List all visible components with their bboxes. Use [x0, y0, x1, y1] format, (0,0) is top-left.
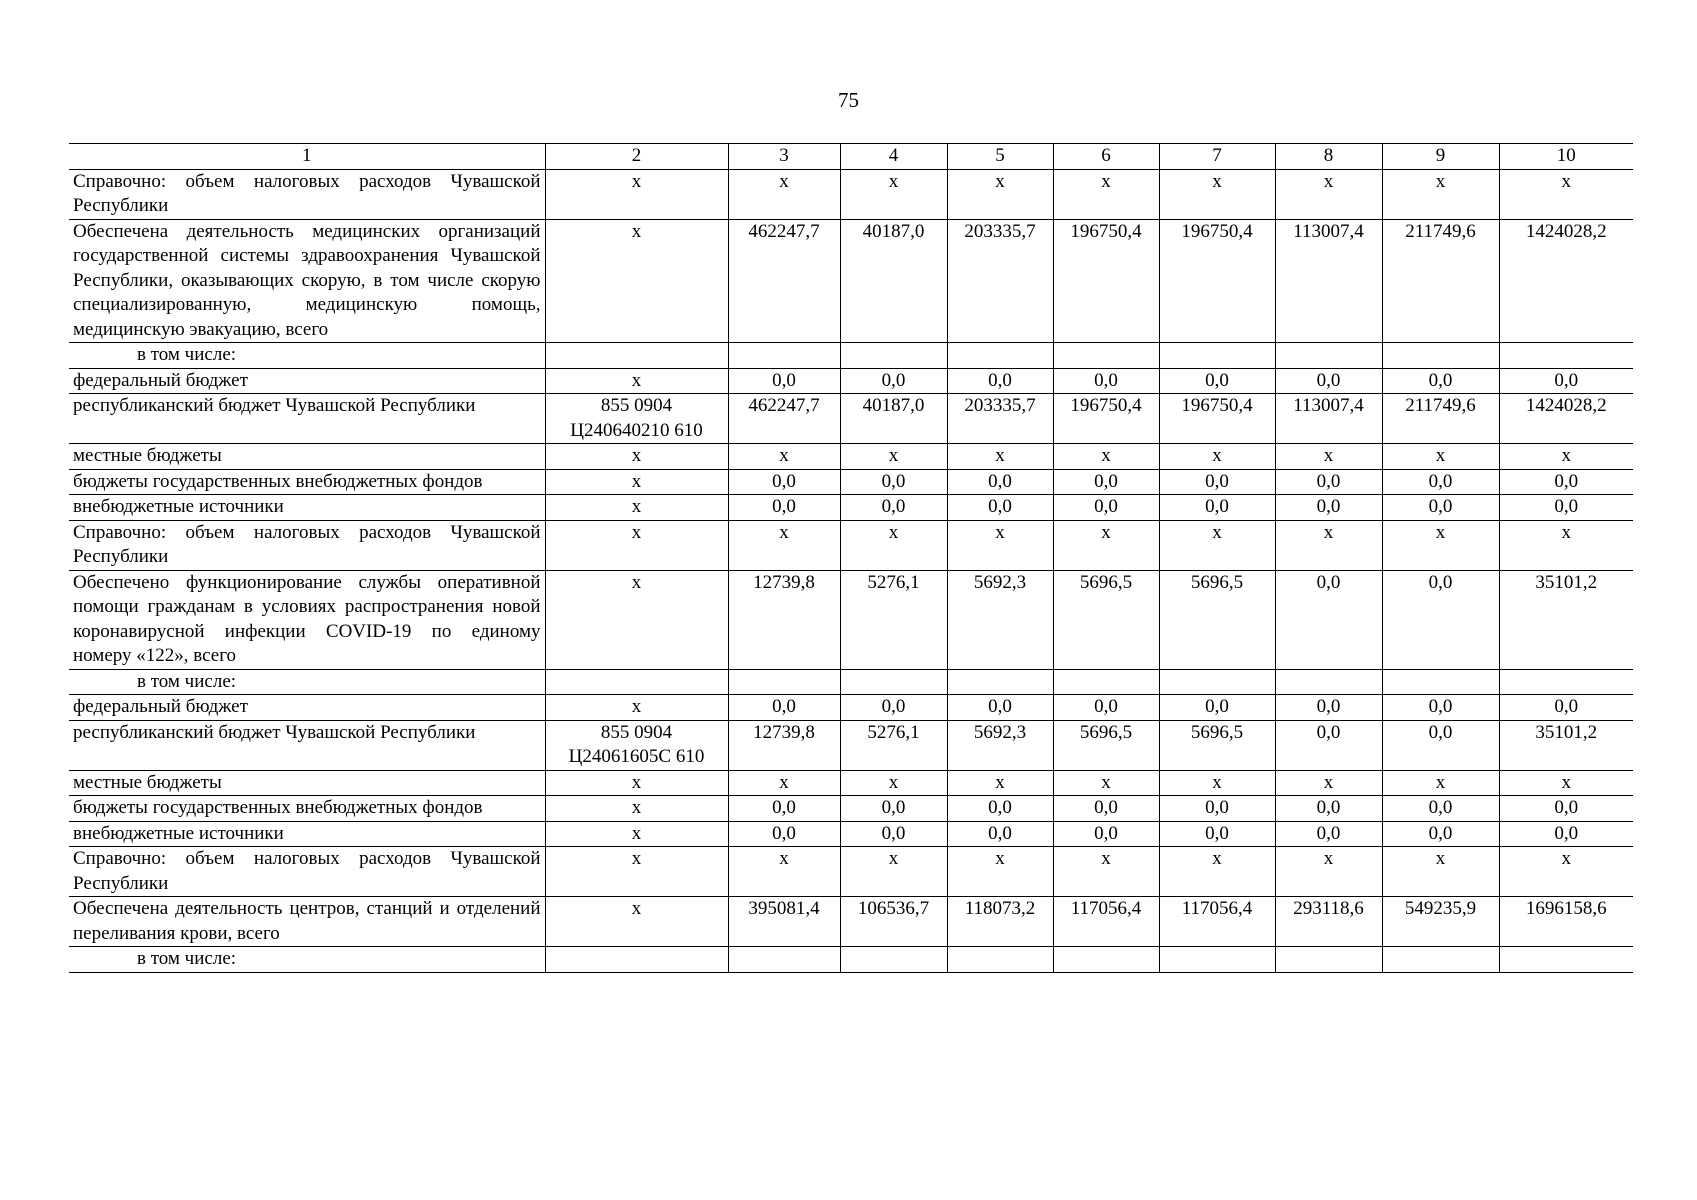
table-row	[69, 219, 1633, 343]
row-label: федеральный бюджет	[69, 695, 545, 721]
table-row	[69, 947, 1633, 973]
value-cell-col-7: 0,0	[1159, 821, 1275, 847]
row-label: Справочно: объем налоговых расходов Чувашской Республики	[69, 169, 545, 219]
value-cell-col-7	[1159, 669, 1275, 695]
value-cell-col-6: 0,0	[1053, 695, 1159, 721]
value-cell-col-8: 113007,4	[1275, 219, 1382, 343]
value-cell-col-6: 0,0	[1053, 368, 1159, 394]
budget-code-cell: х	[545, 821, 728, 847]
value-cell-col-8: х	[1275, 847, 1382, 897]
row-label: в том числе:	[69, 343, 545, 369]
value-cell-col-6: 5696,5	[1053, 720, 1159, 770]
row-label: бюджеты государственных внебюджетных фондов	[69, 469, 545, 495]
table-row	[69, 520, 1633, 570]
value-cell-col-5: 203335,7	[947, 394, 1053, 444]
value-cell-col-7: 196750,4	[1159, 394, 1275, 444]
table-row	[69, 897, 1633, 947]
value-cell-col-6: 5696,5	[1053, 570, 1159, 669]
value-cell-col-4: 5276,1	[840, 720, 947, 770]
value-cell-col-4: х	[840, 847, 947, 897]
value-cell-col-7: 0,0	[1159, 695, 1275, 721]
column-header-9: 9	[1382, 144, 1499, 170]
budget-code-cell	[545, 343, 728, 369]
value-cell-col-3: х	[728, 444, 840, 470]
value-cell-col-3: 462247,7	[728, 394, 840, 444]
value-cell-col-10: х	[1499, 770, 1633, 796]
value-cell-col-7: 117056,4	[1159, 897, 1275, 947]
value-cell-col-4	[840, 669, 947, 695]
value-cell-col-7: х	[1159, 770, 1275, 796]
value-cell-col-6: х	[1053, 444, 1159, 470]
value-cell-col-9: 549235,9	[1382, 897, 1499, 947]
row-label: внебюджетные источники	[69, 495, 545, 521]
value-cell-col-5: 118073,2	[947, 897, 1053, 947]
value-cell-col-4: 0,0	[840, 368, 947, 394]
value-cell-col-8: х	[1275, 169, 1382, 219]
table-row	[69, 394, 1633, 444]
value-cell-col-4	[840, 947, 947, 973]
value-cell-col-6: х	[1053, 770, 1159, 796]
budget-code-cell: х	[545, 695, 728, 721]
value-cell-col-4: х	[840, 770, 947, 796]
value-cell-col-5: х	[947, 847, 1053, 897]
table-row	[69, 669, 1633, 695]
value-cell-col-7: 196750,4	[1159, 219, 1275, 343]
budget-code-cell: 855 0904 Ц240640210 610	[545, 394, 728, 444]
value-cell-col-8	[1275, 343, 1382, 369]
value-cell-col-5: х	[947, 520, 1053, 570]
value-cell-col-9: 211749,6	[1382, 219, 1499, 343]
value-cell-col-3: х	[728, 169, 840, 219]
value-cell-col-7: х	[1159, 169, 1275, 219]
value-cell-col-4: х	[840, 520, 947, 570]
value-cell-col-9: 0,0	[1382, 720, 1499, 770]
value-cell-col-7	[1159, 343, 1275, 369]
value-cell-col-5: х	[947, 169, 1053, 219]
value-cell-col-9: 0,0	[1382, 695, 1499, 721]
value-cell-col-3: х	[728, 770, 840, 796]
value-cell-col-7: х	[1159, 847, 1275, 897]
value-cell-col-4: х	[840, 169, 947, 219]
value-cell-col-9: 0,0	[1382, 495, 1499, 521]
row-label: в том числе:	[69, 669, 545, 695]
value-cell-col-5: 0,0	[947, 469, 1053, 495]
value-cell-col-3: 12739,8	[728, 570, 840, 669]
value-cell-col-5	[947, 669, 1053, 695]
value-cell-col-4: 0,0	[840, 469, 947, 495]
value-cell-col-6	[1053, 343, 1159, 369]
value-cell-col-10: 0,0	[1499, 368, 1633, 394]
value-cell-col-10: х	[1499, 444, 1633, 470]
value-cell-col-3: 395081,4	[728, 897, 840, 947]
value-cell-col-9: х	[1382, 169, 1499, 219]
value-cell-col-8: 0,0	[1275, 821, 1382, 847]
table-header	[69, 144, 1633, 170]
value-cell-col-10: 0,0	[1499, 796, 1633, 822]
value-cell-col-9: 0,0	[1382, 368, 1499, 394]
value-cell-col-7: 0,0	[1159, 469, 1275, 495]
value-cell-col-4: 0,0	[840, 821, 947, 847]
row-label: в том числе:	[69, 947, 545, 973]
value-cell-col-3	[728, 947, 840, 973]
budget-code-cell: х	[545, 770, 728, 796]
budget-code-cell: х	[545, 495, 728, 521]
value-cell-col-9: 0,0	[1382, 469, 1499, 495]
column-header-1: 1	[69, 144, 545, 170]
value-cell-col-9	[1382, 947, 1499, 973]
value-cell-col-3: 0,0	[728, 695, 840, 721]
value-cell-col-9: 211749,6	[1382, 394, 1499, 444]
value-cell-col-3: 0,0	[728, 796, 840, 822]
column-header-6: 6	[1053, 144, 1159, 170]
value-cell-col-7: 0,0	[1159, 495, 1275, 521]
value-cell-col-4: х	[840, 444, 947, 470]
column-header-8: 8	[1275, 144, 1382, 170]
value-cell-col-6	[1053, 669, 1159, 695]
value-cell-col-5: х	[947, 770, 1053, 796]
value-cell-col-9: х	[1382, 520, 1499, 570]
row-label: Справочно: объем налоговых расходов Чувашской Республики	[69, 847, 545, 897]
value-cell-col-9	[1382, 343, 1499, 369]
value-cell-col-5: х	[947, 444, 1053, 470]
value-cell-col-8: х	[1275, 520, 1382, 570]
budget-code-cell: х	[545, 469, 728, 495]
value-cell-col-6: х	[1053, 520, 1159, 570]
value-cell-col-4: 0,0	[840, 495, 947, 521]
value-cell-col-10: 35101,2	[1499, 720, 1633, 770]
table-row	[69, 368, 1633, 394]
value-cell-col-10: х	[1499, 847, 1633, 897]
row-label: республиканский бюджет Чувашской Республики	[69, 394, 545, 444]
table-row	[69, 570, 1633, 669]
value-cell-col-9	[1382, 669, 1499, 695]
column-header-3: 3	[728, 144, 840, 170]
value-cell-col-4: 5276,1	[840, 570, 947, 669]
page-number: 75	[838, 88, 859, 112]
table-row	[69, 796, 1633, 822]
value-cell-col-10: 1696158,6	[1499, 897, 1633, 947]
value-cell-col-8: 0,0	[1275, 495, 1382, 521]
value-cell-col-3	[728, 343, 840, 369]
value-cell-col-10	[1499, 669, 1633, 695]
value-cell-col-8: 0,0	[1275, 720, 1382, 770]
value-cell-col-3	[728, 669, 840, 695]
table-row	[69, 770, 1633, 796]
budget-code-cell: х	[545, 219, 728, 343]
value-cell-col-9: 0,0	[1382, 796, 1499, 822]
value-cell-col-5: 0,0	[947, 821, 1053, 847]
row-label: местные бюджеты	[69, 770, 545, 796]
value-cell-col-4: 40187,0	[840, 219, 947, 343]
table-row	[69, 720, 1633, 770]
value-cell-col-6: х	[1053, 169, 1159, 219]
value-cell-col-6: 0,0	[1053, 469, 1159, 495]
row-label: федеральный бюджет	[69, 368, 545, 394]
value-cell-col-5: 0,0	[947, 695, 1053, 721]
table-body	[69, 169, 1633, 972]
table-row	[69, 821, 1633, 847]
budget-code-cell: х	[545, 444, 728, 470]
budget-code-cell	[545, 669, 728, 695]
column-header-5: 5	[947, 144, 1053, 170]
value-cell-col-6: 117056,4	[1053, 897, 1159, 947]
value-cell-col-7	[1159, 947, 1275, 973]
value-cell-col-7: х	[1159, 520, 1275, 570]
value-cell-col-4: 106536,7	[840, 897, 947, 947]
row-label: бюджеты государственных внебюджетных фондов	[69, 796, 545, 822]
value-cell-col-10: 35101,2	[1499, 570, 1633, 669]
value-cell-col-7: 0,0	[1159, 796, 1275, 822]
row-label: Обеспечена деятельность медицинских организаций государственной системы здравоохранения Чувашской Республики, оказывающих скорую, в том числе скорую специализированную, медицинскую помощь, медицинскую эвакуацию, всего	[69, 219, 545, 343]
value-cell-col-3: х	[728, 847, 840, 897]
value-cell-col-9: х	[1382, 444, 1499, 470]
value-cell-col-10: 0,0	[1499, 821, 1633, 847]
value-cell-col-9: 0,0	[1382, 570, 1499, 669]
budget-code-cell: х	[545, 570, 728, 669]
value-cell-col-8: 293118,6	[1275, 897, 1382, 947]
value-cell-col-4: 0,0	[840, 695, 947, 721]
row-label: Обеспечено функционирование службы оперативной помощи гражданам в условиях распространения новой коронавирусной инфекции COVID-19 по единому номеру «122», всего	[69, 570, 545, 669]
value-cell-col-8: х	[1275, 444, 1382, 470]
value-cell-col-10: 0,0	[1499, 695, 1633, 721]
value-cell-col-8	[1275, 669, 1382, 695]
budget-code-cell: х	[545, 520, 728, 570]
row-label: Справочно: объем налоговых расходов Чувашской Республики	[69, 520, 545, 570]
column-header-2: 2	[545, 144, 728, 170]
row-label: Обеспечена деятельность центров, станций и отделений переливания крови, всего	[69, 897, 545, 947]
budget-code-cell: х	[545, 368, 728, 394]
value-cell-col-10	[1499, 343, 1633, 369]
value-cell-col-7: х	[1159, 444, 1275, 470]
table-row	[69, 847, 1633, 897]
value-cell-col-10: 0,0	[1499, 495, 1633, 521]
value-cell-col-10: 1424028,2	[1499, 394, 1633, 444]
value-cell-col-4: 40187,0	[840, 394, 947, 444]
row-label: местные бюджеты	[69, 444, 545, 470]
value-cell-col-3: х	[728, 520, 840, 570]
value-cell-col-6: 0,0	[1053, 796, 1159, 822]
value-cell-col-5: 203335,7	[947, 219, 1053, 343]
value-cell-col-7: 0,0	[1159, 368, 1275, 394]
value-cell-col-3: 0,0	[728, 368, 840, 394]
value-cell-col-3: 0,0	[728, 495, 840, 521]
value-cell-col-8	[1275, 947, 1382, 973]
value-cell-col-8: х	[1275, 770, 1382, 796]
value-cell-col-5: 5692,3	[947, 720, 1053, 770]
column-header-7: 7	[1159, 144, 1275, 170]
column-header-10: 10	[1499, 144, 1633, 170]
table-row	[69, 469, 1633, 495]
value-cell-col-5	[947, 343, 1053, 369]
value-cell-col-10: 1424028,2	[1499, 219, 1633, 343]
budget-table	[69, 143, 1633, 973]
header-row	[69, 144, 1633, 170]
value-cell-col-8: 113007,4	[1275, 394, 1382, 444]
column-header-4: 4	[840, 144, 947, 170]
value-cell-col-8: 0,0	[1275, 570, 1382, 669]
value-cell-col-10: х	[1499, 169, 1633, 219]
value-cell-col-4: 0,0	[840, 796, 947, 822]
budget-code-cell: 855 0904 Ц24061605С 610	[545, 720, 728, 770]
table-row	[69, 343, 1633, 369]
value-cell-col-8: 0,0	[1275, 796, 1382, 822]
value-cell-col-6: 0,0	[1053, 821, 1159, 847]
value-cell-col-7: 5696,5	[1159, 720, 1275, 770]
value-cell-col-6	[1053, 947, 1159, 973]
value-cell-col-9: 0,0	[1382, 821, 1499, 847]
value-cell-col-10: х	[1499, 520, 1633, 570]
value-cell-col-5: 0,0	[947, 796, 1053, 822]
value-cell-col-5: 5692,3	[947, 570, 1053, 669]
budget-code-cell: х	[545, 847, 728, 897]
budget-code-cell: х	[545, 897, 728, 947]
value-cell-col-4	[840, 343, 947, 369]
value-cell-col-5	[947, 947, 1053, 973]
value-cell-col-5: 0,0	[947, 368, 1053, 394]
value-cell-col-7: 5696,5	[1159, 570, 1275, 669]
budget-code-cell: х	[545, 169, 728, 219]
value-cell-col-8: 0,0	[1275, 368, 1382, 394]
value-cell-col-6: 0,0	[1053, 495, 1159, 521]
value-cell-col-6: 196750,4	[1053, 219, 1159, 343]
table-row	[69, 444, 1633, 470]
value-cell-col-10: 0,0	[1499, 469, 1633, 495]
value-cell-col-9: х	[1382, 770, 1499, 796]
table-row	[69, 695, 1633, 721]
value-cell-col-3: 12739,8	[728, 720, 840, 770]
budget-code-cell	[545, 947, 728, 973]
table-row	[69, 169, 1633, 219]
value-cell-col-10	[1499, 947, 1633, 973]
value-cell-col-8: 0,0	[1275, 695, 1382, 721]
row-label: внебюджетные источники	[69, 821, 545, 847]
value-cell-col-6: х	[1053, 847, 1159, 897]
value-cell-col-3: 462247,7	[728, 219, 840, 343]
value-cell-col-9: х	[1382, 847, 1499, 897]
value-cell-col-5: 0,0	[947, 495, 1053, 521]
row-label: республиканский бюджет Чувашской Республики	[69, 720, 545, 770]
value-cell-col-8: 0,0	[1275, 469, 1382, 495]
value-cell-col-3: 0,0	[728, 469, 840, 495]
budget-code-cell: х	[545, 796, 728, 822]
value-cell-col-6: 196750,4	[1053, 394, 1159, 444]
table-row	[69, 495, 1633, 521]
value-cell-col-3: 0,0	[728, 821, 840, 847]
